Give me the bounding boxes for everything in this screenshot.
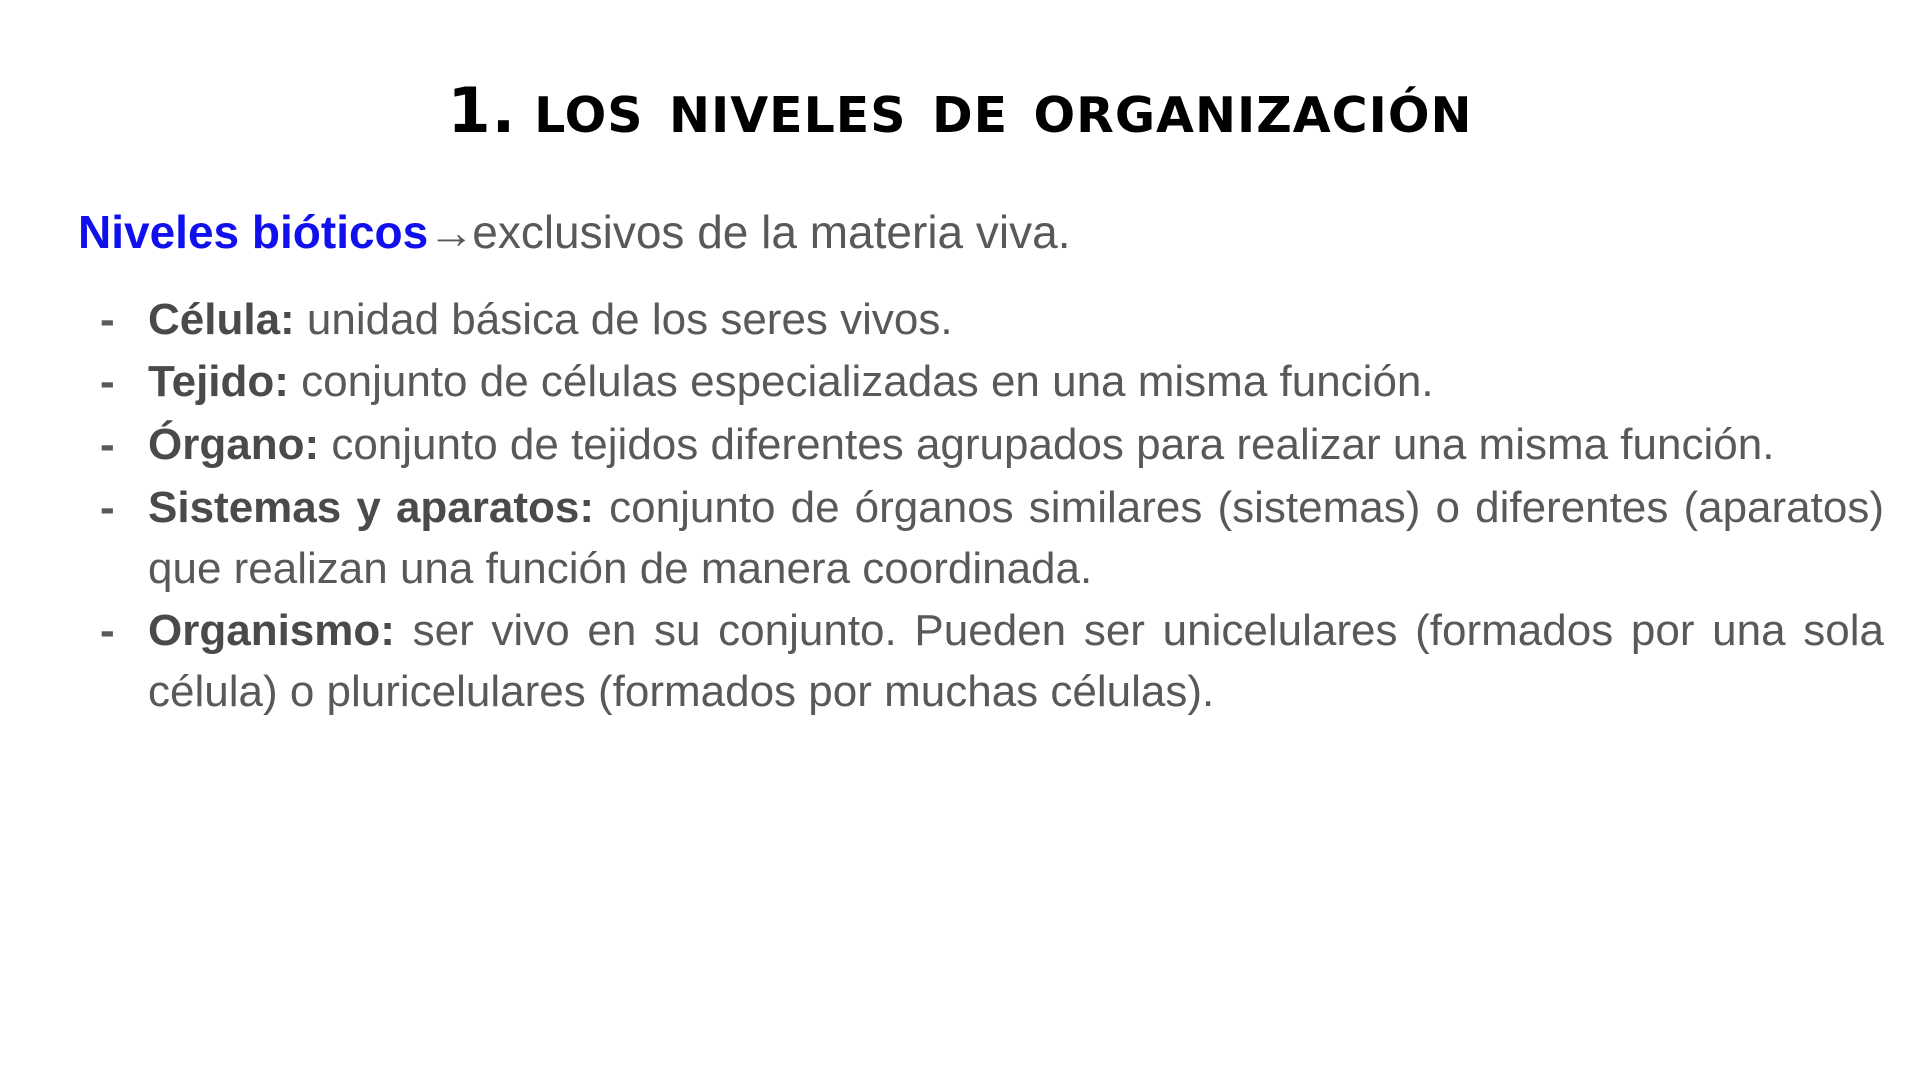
bullet-marker: - [100, 357, 115, 407]
list-item-text: conjunto de órganos similares (sistemas) o diferentes (aparatos) que realizan una función de manera coordinada. [148, 482, 1884, 593]
list-item-term: Organismo: [148, 606, 395, 656]
intro-rest: exclusivos de la materia viva. [472, 205, 1071, 258]
title-number: 1. [447, 73, 517, 147]
list-item-term: Sistemas y aparatos: [148, 482, 595, 532]
list-item-term: Célula: [148, 294, 295, 344]
page-title [0, 42, 1920, 147]
list-item [100, 478, 1884, 599]
list-item-text: ser vivo en su conjunto. Pueden ser unicelulares (formados por una sola célula) o pluricelulares (formados por muchas células). [148, 606, 1884, 717]
list-item-content [148, 601, 1884, 722]
list-item [100, 601, 1884, 722]
bullet-marker: - [100, 482, 115, 532]
list-item [100, 290, 1884, 351]
list-item-text: conjunto de células especializadas en una misma función. [288, 357, 1434, 407]
list-item [100, 415, 1884, 476]
intro-highlight: Niveles bióticos [78, 205, 429, 258]
bullet-marker: - [100, 606, 115, 656]
list-item-term: Órgano: [148, 420, 320, 470]
list-item-content [148, 290, 1884, 351]
levels-list [0, 290, 1920, 723]
list-item-text: unidad básica de los seres vivos. [294, 294, 953, 344]
list-item [100, 352, 1884, 413]
list-item-text: conjunto de tejidos diferentes agrupados para realizar una misma función. [319, 420, 1775, 470]
slide-canvas [0, 42, 1920, 1080]
bullet-marker: - [100, 294, 115, 344]
list-item-content [148, 478, 1884, 599]
list-item-term: Tejido: [148, 357, 289, 407]
list-item-content [148, 415, 1884, 476]
list-item-content [148, 352, 1884, 413]
intro-line [78, 205, 1920, 260]
bullet-marker: - [100, 420, 115, 470]
arrow-icon: → [428, 205, 473, 258]
title-text: los niveles de organización [534, 66, 1473, 149]
